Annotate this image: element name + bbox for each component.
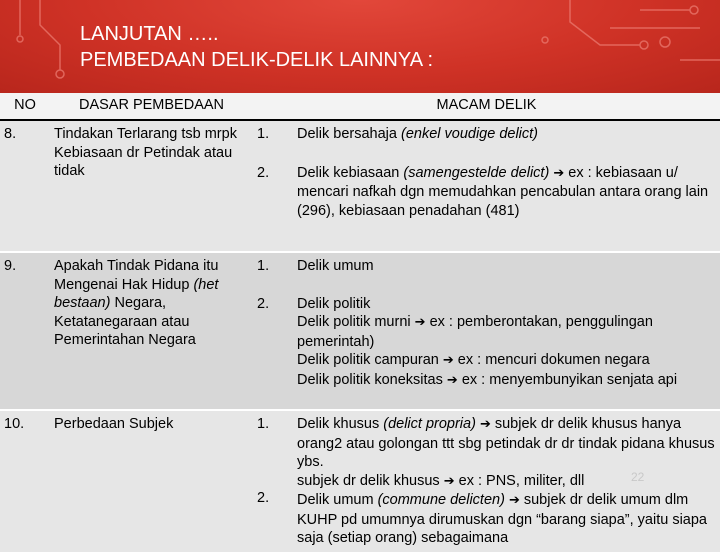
row-basis: Tindakan Terlarang tsb mrpk Kebiasaan dr Petindak atau tidak — [50, 120, 253, 252]
row-basis: Apakah Tindak Pidana itu Mengenai Hak Hidup (het bestaan) Negara, Ketatanegaraan atau Pemerintahan Negara — [50, 252, 253, 410]
item-number: 1. — [257, 258, 270, 274]
list-item: Delik politik campuran ➔ ex : mencuri dokumen negara — [297, 352, 650, 368]
slide-title — [80, 21, 433, 73]
arrow-icon: ➔ — [479, 417, 491, 432]
list-item: Delik politik murni ➔ ex : pemberontakan, penggulingan pemerintah) — [297, 314, 653, 350]
item-texts — [293, 120, 720, 252]
item-number: 1. — [257, 126, 270, 142]
list-item: Delik politik — [297, 295, 371, 312]
title-line-2: PEMBEDAAN DELIK-DELIK LAINNYA : — [80, 49, 434, 71]
list-item: subjek dr delik khusus ➔ ex : PNS, militer, dll — [297, 472, 585, 489]
item-texts — [293, 252, 720, 410]
row-number: 10. — [0, 410, 50, 553]
arrow-icon: ➔ — [508, 493, 520, 508]
title-line-1: LANJUTAN ….. — [80, 23, 219, 45]
row-basis: Perbedaan Subjek — [50, 410, 253, 553]
item-number: 2. — [257, 295, 270, 312]
item-number: 2. — [257, 164, 270, 181]
list-item: Delik khusus (delict propria) ➔ subjek dr delik khusus hanya orang2 atau golongan ttt sbg petindak dr dr tindak pidana khusus ybs. — [297, 416, 715, 470]
arrow-icon: ➔ — [414, 315, 426, 330]
row-number: 9. — [0, 252, 50, 410]
delik-table — [0, 93, 720, 554]
row-number: 8. — [0, 120, 50, 252]
list-item: Delik kebiasaan (samengestelde delict) ➔ ex : kebiasaan u/ mencari nafkah dgn memudahkan pencabulan antara orang lain (296), kebiasaan penadahan (481) — [297, 164, 709, 219]
list-item: Delik politik koneksitas ➔ ex : menyembunyikan senjata api — [297, 371, 678, 388]
table-row — [0, 120, 720, 252]
table-row — [0, 410, 720, 553]
table-row — [0, 252, 720, 410]
item-texts — [293, 410, 720, 553]
column-header-basis: DASAR PEMBEDAAN — [50, 93, 253, 120]
item-number: 1. — [257, 416, 270, 432]
item-numbers — [253, 410, 293, 553]
arrow-icon: ➔ — [446, 372, 458, 388]
item-numbers — [253, 120, 293, 252]
arrow-icon: ➔ — [553, 165, 565, 181]
list-item: Delik umum — [297, 258, 374, 274]
column-header-no: NO — [0, 93, 50, 120]
item-number: 2. — [257, 489, 270, 506]
table-header-row — [0, 93, 720, 120]
list-item: Delik umum (commune delicten) ➔ subjek dr delik umum dlm KUHP pd umumnya dirumuskan dgn “barang siapa”, yaitu siapa saja (setiap orang) sebagaimana — [297, 492, 707, 546]
page-number: 22 — [631, 470, 645, 484]
arrow-icon: ➔ — [443, 473, 455, 489]
item-numbers — [253, 252, 293, 410]
slide-header — [0, 0, 720, 93]
arrow-icon: ➔ — [442, 353, 454, 368]
column-header-types: MACAM DELIK — [253, 93, 720, 120]
list-item: Delik bersahaja (enkel voudige delict) — [297, 126, 539, 142]
